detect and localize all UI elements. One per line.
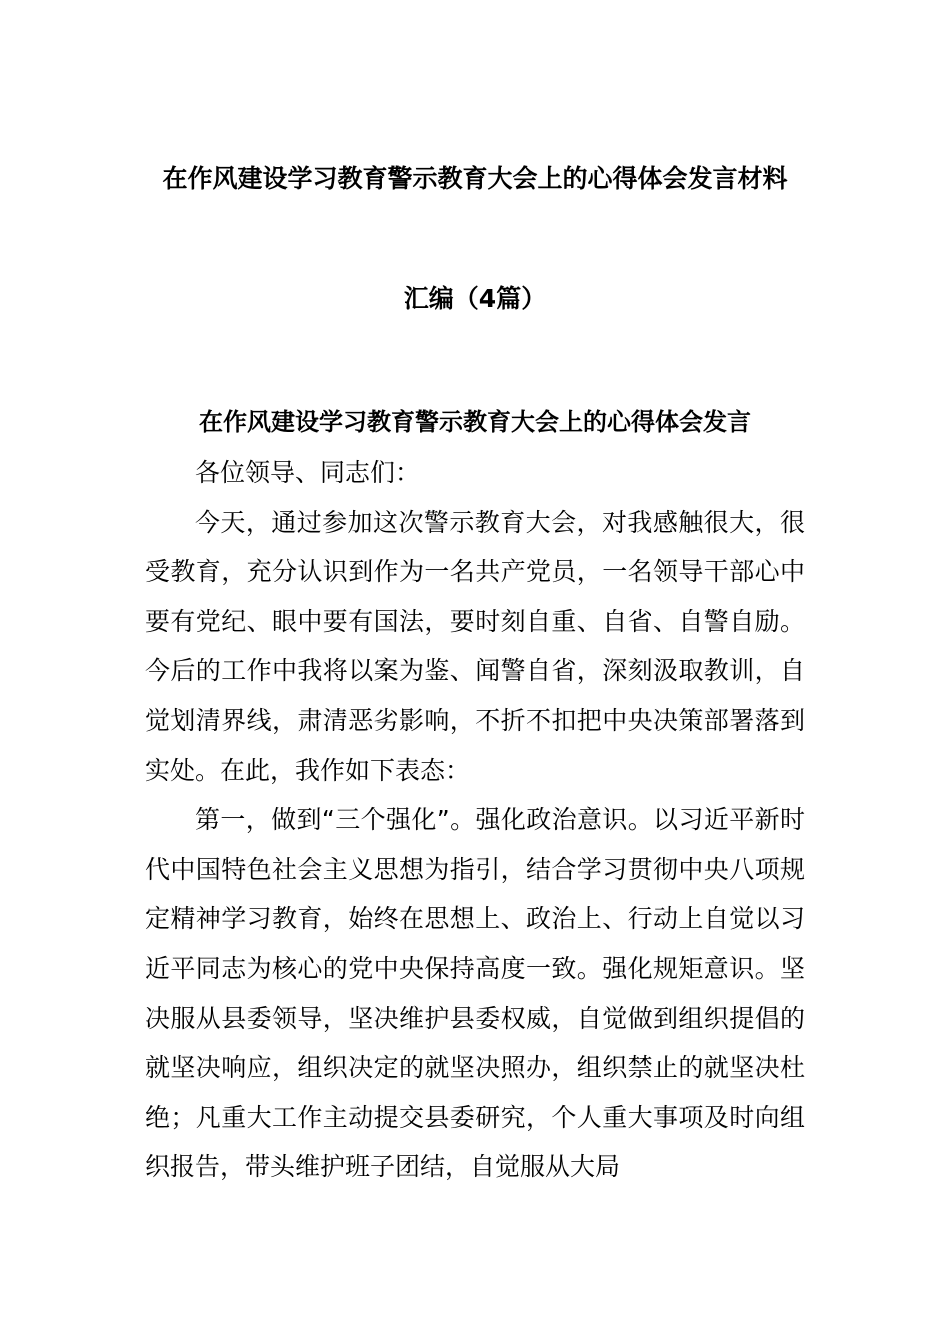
- document-title-line-1: 在作风建设学习教育警示教育大会上的心得体会发言材料: [162, 164, 788, 193]
- paragraph-2: 第一，做到“三个强化”。强化政治意识。以习近平新时代中国特色社会主义思想为指引，结合学习贯彻中央八项规定精神学习教育，始终在思想上、政治上、行动上自觉以习近平同志为核心的党中央保持高度一致。强化规矩意识。坚决服从县委领导，坚决维护县委权威，自觉做到组织提倡的就坚决响应，组织决定的就坚决照办，组织禁止的就坚决杜绝；凡重大工作主动提交县委研究，个人重大事项及时向组织报告，带头维护班子团结，自觉服从大局: [145, 805, 805, 1182]
- salutation: 各位领导、同志们：: [195, 458, 421, 487]
- section-title: 在作风建设学习教育警示教育大会上的心得体会发言: [199, 408, 751, 436]
- body-text: [145, 448, 805, 1192]
- document-title-line-2: 汇编（4篇）: [403, 284, 547, 313]
- paragraph-1: 今天，通过参加这次警示教育大会，对我感触很大，很受教育，充分认识到作为一名共产党员，一名领导干部心中要有党纪、眼中要有国法，要时刻自重、自省、自警自励。今后的工作中我将以案为鉴、闻警自省，深刻汲取教训，自觉划清界线，肃清恶劣影响，不折不扣把中央决策部署落到实处。在此，我作如下表态：: [145, 507, 805, 785]
